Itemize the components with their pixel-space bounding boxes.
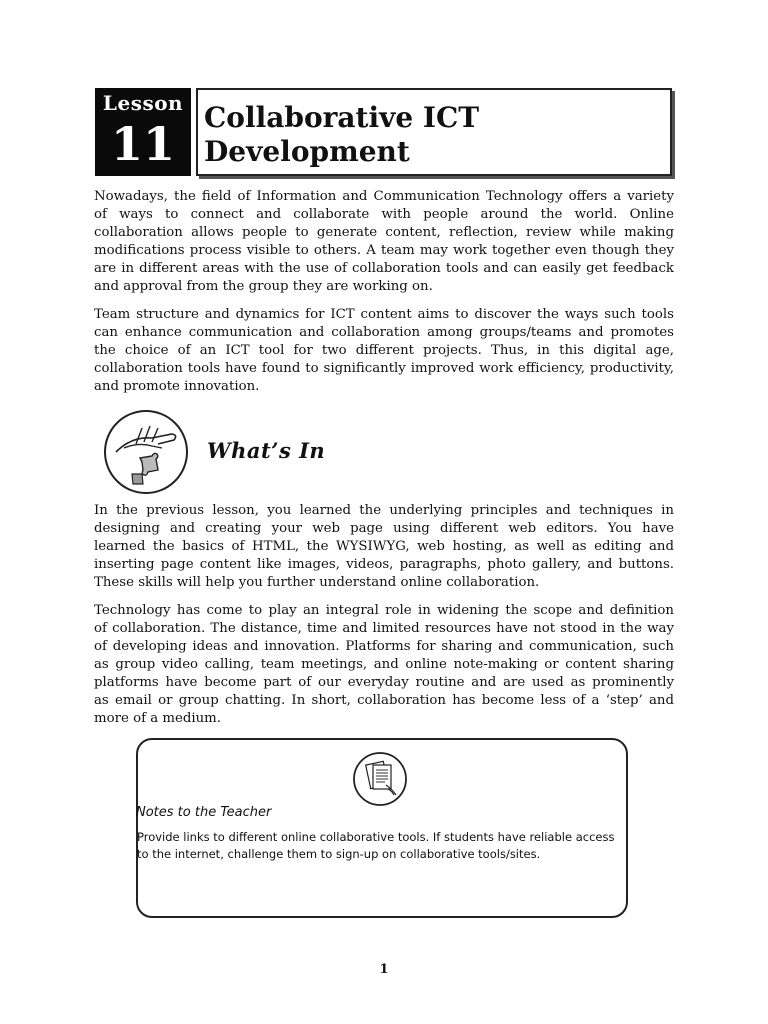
text-line: and promote innovation.	[94, 379, 260, 394]
puzzle-hand-icon	[102, 408, 190, 496]
text-line: These skills will help you further understand online collaboration.	[94, 575, 540, 590]
section-title-whats-in: What’s In	[207, 438, 326, 463]
text-line: as email or group chatting. In short, collaboration has become less of a ‘step’ and	[94, 693, 674, 708]
text-line: more of a medium.	[94, 711, 222, 726]
text-line: of ways to connect and collaborate with people around the world. Online	[94, 207, 674, 222]
text-line: of developing ideas and innovation. Platforms for sharing and communication, such	[94, 639, 674, 654]
text-line: can enhance communication and collaboration among groups/teams and promotes	[94, 325, 674, 340]
text-line: inserting page content like images, videos, paragraphs, photo gallery, and buttons.	[94, 557, 674, 572]
text-line: Nowadays, the field of Information and Communication Technology offers a variety	[94, 189, 674, 204]
text-line: Technology has come to play an integral role in widening the scope and definition	[94, 603, 674, 618]
lesson-number: 11	[110, 117, 175, 171]
text-line: In the previous lesson, you learned the underlying principles and techniques in	[94, 503, 674, 518]
lesson-title-box	[196, 88, 672, 176]
text-line: the choice of an ICT tool for two different projects. Thus, in this digital age,	[94, 343, 674, 358]
text-line: Team structure and dynamics for ICT content aims to discover the ways such tools	[94, 307, 674, 322]
text-line: of collaboration. The distance, time and limited resources have not stood in the way	[94, 621, 674, 636]
lesson-badge	[95, 88, 191, 176]
text-line: as group video calling, team meetings, and online note-making or content sharing	[94, 657, 674, 672]
notes-document-icon	[352, 751, 408, 807]
lesson-title-line-1: Collaborative ICT	[204, 101, 480, 134]
page-number: 1	[379, 962, 389, 977]
notes-text-line: to the internet, challenge them to sign-up on collaborative tools/sites.	[137, 847, 541, 861]
text-line: designing and creating your web page using different web editors. You have	[94, 521, 674, 536]
text-line: modifications process visible to others. A team may work together even though they	[94, 243, 674, 258]
notes-text-line: Provide links to different online collaborative tools. If students have reliable access	[137, 830, 615, 844]
text-line: learned the basics of HTML, the WYSIWYG, web hosting, as well as editing and	[94, 539, 674, 554]
notes-title: Notes to the Teacher	[136, 805, 272, 820]
text-line: and approval from the group they are working on.	[94, 279, 433, 294]
text-line: are in different areas with the use of collaboration tools and can easily get feedback	[94, 261, 674, 276]
text-line: collaboration allows people to generate content, reflection, review while making	[94, 225, 674, 240]
lesson-label: Lesson	[102, 91, 184, 115]
lesson-title-line-2: Development	[204, 135, 410, 168]
text-line: collaboration tools have found to significantly improved work efficiency, productivity,	[94, 361, 674, 376]
text-line: platforms have become part of our everyday routine and are used as prominently	[94, 675, 674, 690]
